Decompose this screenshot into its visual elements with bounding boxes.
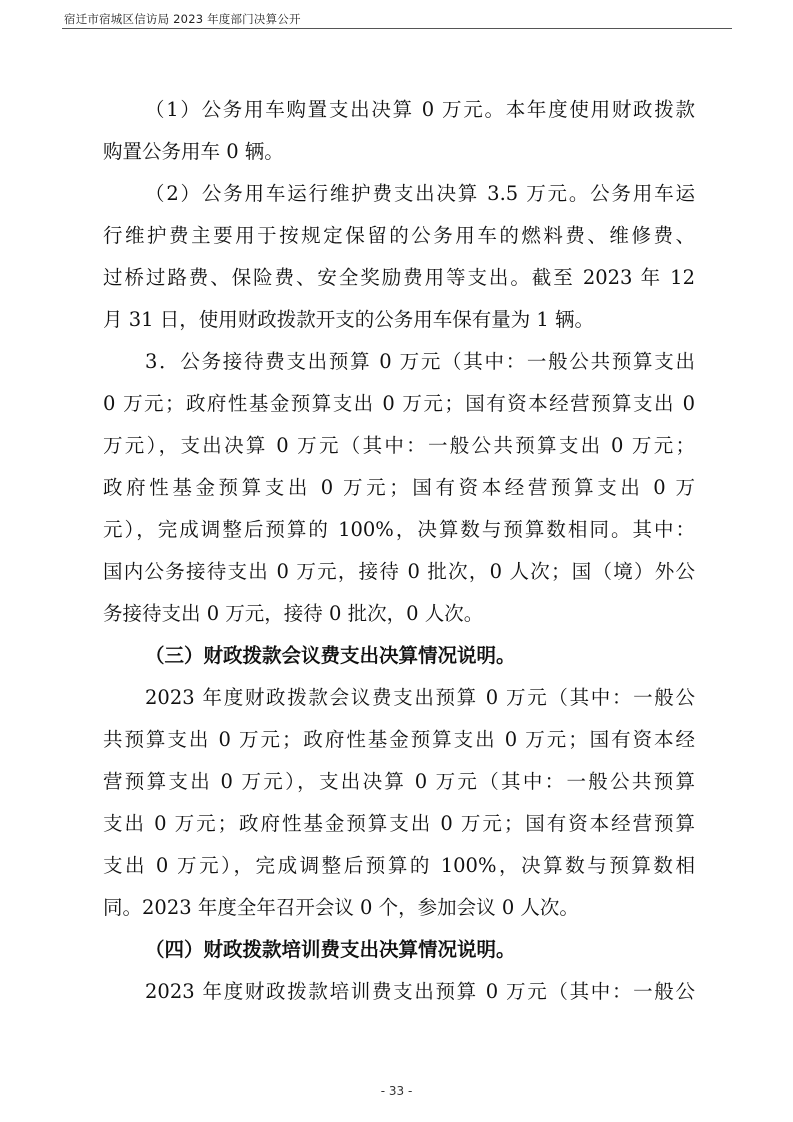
paragraph-line: 元），完成调整后预算的 100%，决算数与预算数相同。其中： xyxy=(103,518,695,541)
paragraph-line: 购置公务用车 0 辆。 xyxy=(103,140,284,163)
paragraph-line: 2023 年度财政拨款会议费支出预算 0 万元（其中：一般公 xyxy=(145,686,695,709)
paragraph-line: 行维护费主要用于按规定保留的公务用车的燃料费、维修费、 xyxy=(103,224,695,247)
paragraph-line: 务接待支出 0 万元，接待 0 批次，0 人次。 xyxy=(103,602,484,625)
paragraph-line: 支出 0 万元；政府性基金预算支出 0 万元；国有资本经营预算 xyxy=(103,812,695,835)
paragraph-line: 2023 年度财政拨款培训费支出预算 0 万元（其中：一般公 xyxy=(145,980,695,1003)
paragraph-line: 同。2023 年度全年召开会议 0 个，参加会议 0 人次。 xyxy=(103,896,579,919)
paragraph-line: 3．公务接待费支出预算 0 万元（其中：一般公共预算支出 xyxy=(145,350,695,373)
page-header xyxy=(62,6,732,29)
paragraph-line: 营预算支出 0 万元），支出决算 0 万元（其中：一般公共预算 xyxy=(103,770,695,793)
paragraph-line: （1）公务用车购置支出决算 0 万元。本年度使用财政拨款 xyxy=(145,98,695,121)
paragraph-line: 月 31 日，使用财政拨款开支的公务用车保有量为 1 辆。 xyxy=(103,308,595,331)
paragraph-line: 政府性基金预算支出 0 万元；国有资本经营预算支出 0 万 xyxy=(103,476,695,499)
paragraph-line: 支出 0 万元），完成调整后预算的 100%，决算数与预算数相 xyxy=(103,854,695,877)
paragraph-line: 过桥过路费、保险费、安全奖励费用等支出。截至 2023 年 12 xyxy=(103,266,695,289)
paragraph-line: 共预算支出 0 万元；政府性基金预算支出 0 万元；国有资本经 xyxy=(103,728,695,751)
section-heading: （四）财政拨款培训费支出决算情况说明。 xyxy=(145,938,516,961)
page-number: - 33 - xyxy=(380,1084,413,1098)
paragraph-line: 国内公务接待支出 0 万元，接待 0 批次，0 人次；国（境）外公 xyxy=(103,560,695,583)
paragraph-line: （2）公务用车运行维护费支出决算 3.5 万元。公务用车运 xyxy=(145,182,695,205)
header-title: 宿迁市宿城区信访局 2023 年度部门决算公开 xyxy=(64,12,301,26)
section-heading: （三）财政拨款会议费支出决算情况说明。 xyxy=(145,644,516,667)
paragraph-line: 万元），支出决算 0 万元（其中：一般公共预算支出 0 万元； xyxy=(103,434,695,457)
paragraph-line: 0 万元；政府性基金预算支出 0 万元；国有资本经营预算支出 0 xyxy=(103,392,695,415)
